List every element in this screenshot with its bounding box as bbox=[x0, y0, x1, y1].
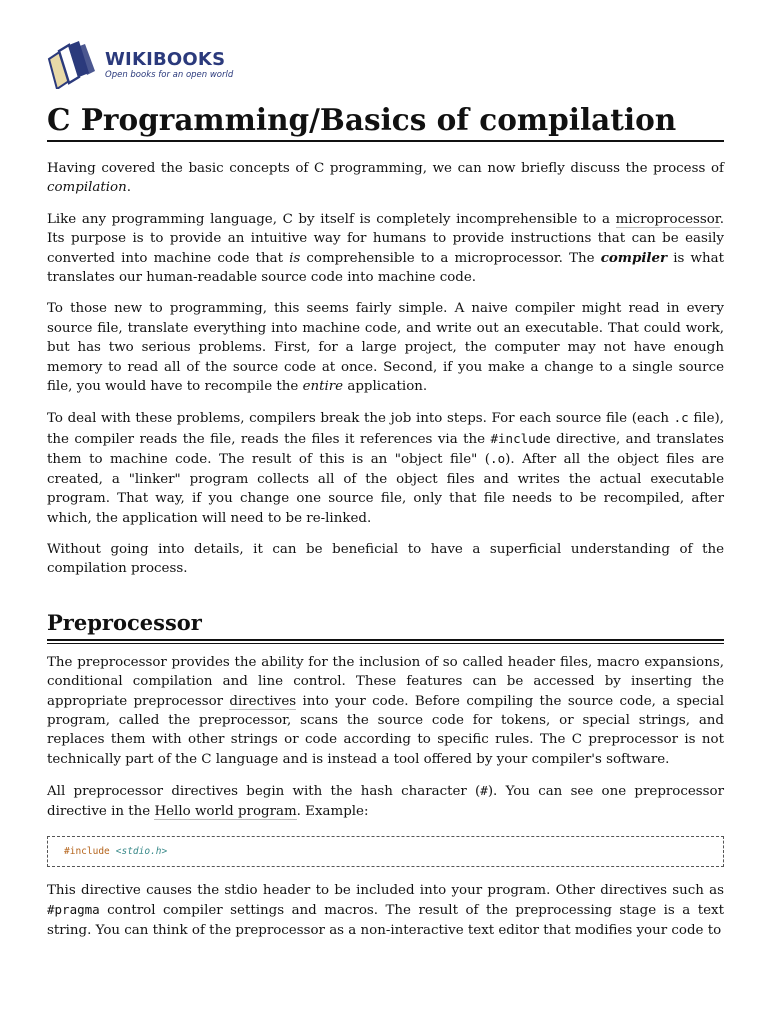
inline-code: #pragma bbox=[47, 902, 100, 918]
code-header: <stdio.h> bbox=[115, 845, 168, 857]
intro-paragraph-3 bbox=[47, 299, 724, 396]
text: directive, and translates them to machine code. The result of this is an "object file" ( bbox=[47, 431, 724, 468]
compiler-term: compiler bbox=[600, 249, 668, 266]
emphasis: compilation bbox=[47, 180, 127, 196]
logo-text bbox=[105, 50, 233, 81]
emphasis: entire bbox=[302, 379, 344, 395]
logo-name: WIKIBOOKS bbox=[105, 48, 226, 70]
section-heading-preprocessor: Preprocessor bbox=[47, 609, 202, 635]
text: Like any programming language, C by itself is completely incomprehensible to a bbox=[47, 211, 616, 227]
intro-paragraph-4 bbox=[47, 408, 724, 527]
text: file), the compiler reads the file, reads the files it references via the bbox=[47, 411, 724, 447]
preprocessor-paragraph-3 bbox=[47, 881, 724, 940]
text: is what translates our human-readable source code into machine code. bbox=[47, 250, 724, 286]
text: To deal with these problems, compilers break the job into steps. For each source file (each bbox=[47, 411, 674, 427]
preprocessor-paragraph-1 bbox=[47, 653, 724, 769]
text: . Example: bbox=[296, 803, 369, 819]
inline-code: .c bbox=[673, 410, 689, 426]
inline-code: # bbox=[480, 783, 488, 799]
section-divider bbox=[47, 639, 724, 644]
text: into your code. Before compiling the source code, a special program, called the preprocessor, scans the source code for tokens, or special strings, and replaces them with other strings or code according to specific rules. The C preprocessor is not technically part of the C language and is instead a tool offered by your compiler's software. bbox=[47, 693, 724, 767]
text: All preprocessor directives begin with the hash character ( bbox=[47, 784, 481, 800]
directives-link[interactable]: directives bbox=[229, 693, 297, 709]
text: ). After all the object files are created, a "linker" program collects all of the object files and writes the actual executable program. That way, if you change one source file, only that file needs to be recompiled, after which, the application will need to be re-linked. bbox=[47, 452, 724, 526]
microprocessor-link[interactable]: microprocessor bbox=[615, 211, 720, 227]
text: control compiler settings and macros. The result of the preprocessing stage is a text string. You can think of the preprocessor as a non-interactive text editor that modifies your code to bbox=[47, 903, 724, 938]
logo-tagline: Open books for an open world bbox=[105, 69, 234, 80]
text: application. bbox=[343, 379, 428, 395]
text: ). You can see one preprocessor directive in the bbox=[47, 784, 724, 819]
code-keyword: #include bbox=[64, 845, 110, 857]
wikibooks-logo-icon bbox=[47, 41, 97, 89]
emphasis: is bbox=[289, 250, 301, 266]
code-example bbox=[47, 836, 724, 867]
text: To those new to programming, this seems fairly simple. A naive compiler might read in every source file, translate everything into machine code, and write out an executable. That could work, but has two serious problems. First, for a large project, the computer may not have enough memory to read all of the source code at once. Second, if you make a change to a single source file, you would have to recompile the bbox=[47, 301, 724, 395]
text: comprehensible to a microprocessor. The bbox=[300, 250, 601, 266]
page-title: C Programming/Basics of compilation bbox=[47, 102, 677, 137]
hello-world-link[interactable]: Hello world program bbox=[154, 803, 297, 819]
intro-paragraph-5: Without going into details, it can be beneficial to have a superficial understanding of the compilation process. bbox=[47, 541, 724, 577]
text: Having covered the basic concepts of C programming, we can now briefly discuss the process of bbox=[47, 161, 724, 176]
text: . Its purpose is to provide an intuitive way for humans to provide instructions that can be easily converted into machine code that bbox=[47, 211, 724, 266]
text: The preprocessor provides the ability for the inclusion of so called header files, macro expansions, conditional compilation and line control. These features can be accessed by inserting the appropriate preprocessor bbox=[47, 654, 724, 709]
text: This directive causes the stdio header to be included into your program. Other directives such as bbox=[47, 882, 724, 898]
site-logo[interactable] bbox=[47, 40, 724, 90]
intro-paragraph-2 bbox=[47, 210, 724, 288]
preprocessor-paragraph-2 bbox=[47, 781, 724, 821]
article bbox=[47, 40, 724, 940]
title-divider bbox=[47, 140, 724, 142]
inline-code: #include bbox=[490, 430, 551, 446]
inline-code: .o bbox=[490, 451, 506, 467]
text: . bbox=[126, 180, 131, 196]
intro-paragraph-1 bbox=[47, 159, 724, 198]
